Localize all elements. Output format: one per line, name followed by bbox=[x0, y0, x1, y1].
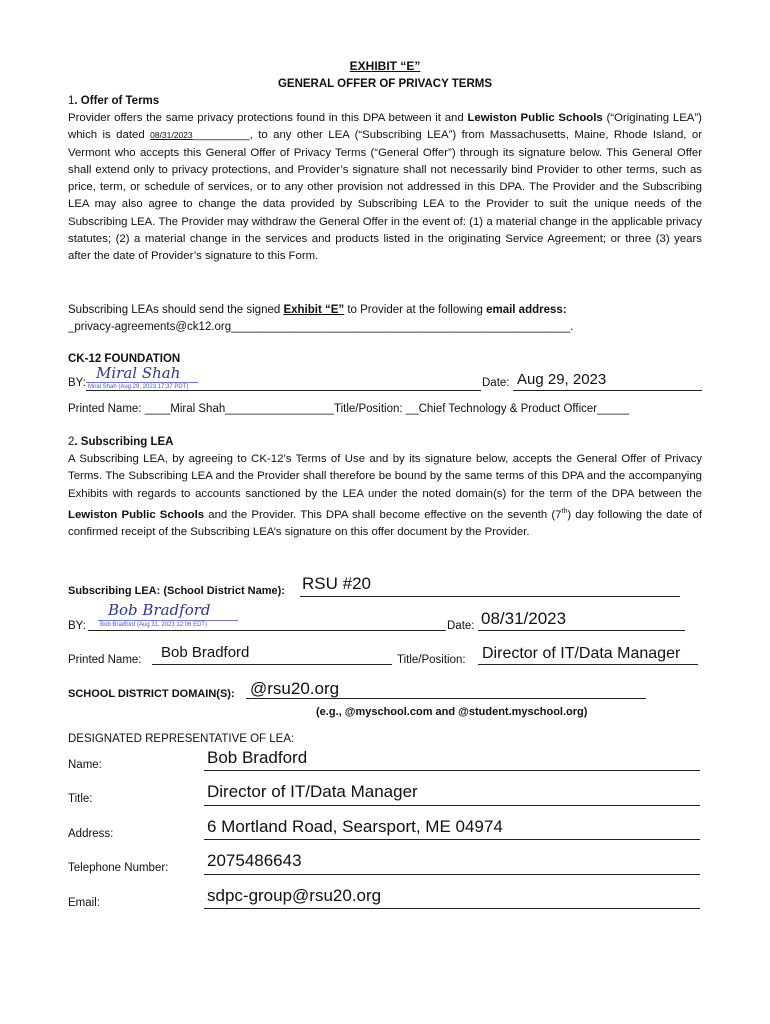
provider-signature-meta: Miral Shah (Aug 29, 2023 17:37 PDT) bbox=[88, 384, 189, 390]
representative-heading: DESIGNATED REPRESENTATIVE OF LEA: bbox=[68, 733, 295, 745]
subscribing-lea-paragraph: A Subscribing LEA, by agreeing to CK-12’s Terms of Use and by its signature below, accepts the General Offer of Privacy Terms. The Subscribing LEA and the Provider shall therefore be bound by the same terms of this DPA and the accompanying Exhibits with regards to accounts sanctioned by the LEA under the noted domain(s) for the term of the DPA between the Lewiston Public Schools and the Provider. This DPA shall become effective on the seventh (7th) day following the date of confirmed receipt of the Subscribing LEA’s signature on this offer document by the Provider. bbox=[68, 453, 703, 538]
lea-by-label: BY: bbox=[68, 620, 86, 632]
rep-phone-label: Telephone Number: bbox=[68, 862, 169, 874]
rep-title-line bbox=[204, 805, 700, 806]
rep-name-line bbox=[204, 770, 700, 771]
lea-signature-underline bbox=[98, 620, 238, 621]
exhibit-title: EXHIBIT “E” bbox=[349, 59, 421, 73]
district-name-line bbox=[300, 596, 680, 597]
lea-printed-name-value: Bob Bradford bbox=[161, 644, 250, 661]
provider-date-line bbox=[513, 390, 702, 391]
send-instructions: Subscribing LEAs should send the signed Exhibit “E” to Provider at the following email address: bbox=[68, 304, 567, 316]
provider-date-label: Date: bbox=[482, 377, 510, 389]
rep-address-value: 6 Mortland Road, Searsport, ME 04974 bbox=[207, 817, 503, 836]
provider-signature-line bbox=[86, 390, 481, 391]
domain-line bbox=[246, 698, 646, 699]
section-1-heading: 1. Offer of Terms bbox=[68, 95, 160, 107]
lea-date-line bbox=[478, 630, 685, 631]
rep-address-line bbox=[204, 839, 700, 840]
provider-date-value: Aug 29, 2023 bbox=[517, 371, 607, 388]
lea-signature-line bbox=[88, 630, 446, 631]
rep-email-value: sdpc-group@rsu20.org bbox=[207, 886, 382, 905]
rep-title-value: Director of IT/Data Manager bbox=[207, 782, 418, 801]
lea-signature: Bob Bradford bbox=[108, 601, 211, 619]
domain-example: (e.g., @myschool.com and @student.myschool.org) bbox=[316, 706, 588, 718]
rep-address-label: Address: bbox=[68, 828, 114, 840]
rep-email-line bbox=[204, 908, 700, 909]
lea-date-label: Date: bbox=[447, 620, 475, 632]
originating-date: 08/31/2023 bbox=[150, 130, 193, 141]
provider-org-name: CK-12 FOUNDATION bbox=[68, 353, 181, 365]
district-name-label: Subscribing LEA: (School District Name): bbox=[68, 585, 285, 597]
lea-printed-name-line bbox=[152, 664, 392, 665]
provider-printed-name: Printed Name: ____Miral Shah_________________Title/Position: __Chief Technology & Product Officer_____ bbox=[68, 403, 630, 415]
rep-email-label: Email: bbox=[68, 897, 100, 909]
district-name-value: RSU #20 bbox=[302, 574, 371, 593]
lea-printed-name-label: Printed Name: bbox=[68, 654, 142, 666]
provider-by-label: BY: bbox=[68, 377, 86, 389]
provider-email: _privacy-agreements@ck12.org_____________________________________________________. bbox=[68, 321, 574, 333]
rep-name-label: Name: bbox=[68, 759, 102, 771]
lea-title-value: Director of IT/Data Manager bbox=[482, 645, 681, 662]
rep-phone-value: 2075486643 bbox=[207, 851, 302, 870]
rep-title-label: Title: bbox=[68, 793, 93, 805]
lea-title-line bbox=[478, 664, 698, 665]
domain-value: @rsu20.org bbox=[250, 679, 340, 698]
lea-title-label: Title/Position: bbox=[397, 654, 466, 666]
document-subtitle: GENERAL OFFER OF PRIVACY TERMS bbox=[277, 78, 493, 90]
section-2-heading: 2. Subscribing LEA bbox=[68, 436, 174, 448]
lea-date-value: 08/31/2023 bbox=[481, 609, 567, 628]
rep-phone-line bbox=[204, 874, 700, 875]
rep-name-value: Bob Bradford bbox=[207, 748, 308, 767]
provider-signature-underline bbox=[86, 382, 198, 383]
offer-of-terms-paragraph: Provider offers the same privacy protections found in this DPA between it and Lewiston Public Schools (“Originating LEA”) which is dated 08/31/2023_________, to any other LEA (“Subscribing LEA”) from Massachusetts, Maine, Rhode Island, or Vermont who accepts this General Offer of Privacy Terms (“General Offer”) through its signature below. This General Offer shall extend only to privacy protections, and Provider’s signature shall not necessarily bind Provider to other terms, such as price, term, or schedule of services, or to any other provision not addressed in this DPA. The Provider and the Subscribing LEA may also agree to change the data provided by Subscribing LEA to the Provider to suit the unique needs of the Subscribing LEA. The Provider may withdraw the General Offer in the event of: (1) a material change in the applicable privacy statutes; (2) a material change in the services and products listed in the originating Service Agreement; or three (3) years after the date of Provider’s signature to this Form. bbox=[68, 112, 702, 263]
domain-label: SCHOOL DISTRICT DOMAIN(S): bbox=[68, 688, 235, 700]
lea-signature-meta: Bob Bradford (Aug 31, 2023 12:06 EDT) bbox=[100, 622, 208, 628]
provider-signature: Miral Shah bbox=[96, 364, 181, 382]
